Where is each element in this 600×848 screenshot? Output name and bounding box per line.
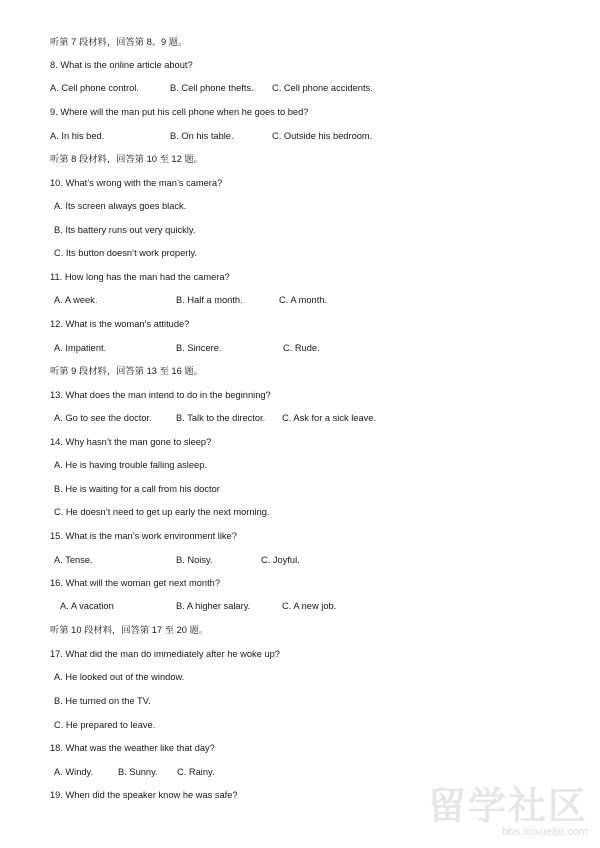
text-line: 14. Why hasn’t the man gone to sleep?	[50, 437, 212, 447]
answer-option: A. A vacation	[60, 601, 114, 611]
answer-option: A. Tense.	[54, 555, 93, 565]
text-line: C. He prepared to leave.	[54, 720, 156, 730]
text-line: 11. How long has the man had the camera?	[50, 272, 230, 282]
answer-option: B. Half a month.	[176, 295, 243, 305]
answer-option: C. Rude.	[283, 343, 320, 353]
text-line: C. Its button doesn’t work properly.	[54, 248, 197, 258]
text-line: B. Its battery runs out very quickly.	[54, 225, 196, 235]
answer-option: C. Ask for a sick leave.	[282, 413, 377, 423]
text-line: 15. What is the man’s work environment like?	[50, 531, 237, 541]
text-line: 18. What was the weather like that day?	[50, 743, 215, 753]
answer-option: C. A new job.	[282, 601, 337, 611]
answer-option: C. Rainy.	[177, 767, 215, 777]
answer-option: B. Sunny.	[118, 767, 158, 777]
answer-option: A. Cell phone control.	[50, 83, 139, 93]
text-line: A. Its screen always goes black.	[54, 201, 187, 211]
answer-option: C. A month.	[279, 295, 328, 305]
answer-option: C. Joyful.	[261, 555, 300, 565]
text-line: B. He turned on the TV.	[54, 696, 151, 706]
text-line: 听第 9 段材料，回答第 13 至 16 题。	[50, 366, 203, 376]
text-line: 8. What is the online article about?	[50, 60, 193, 70]
text-line: C. He doesn’t need to get up early the next morning.	[54, 507, 270, 517]
answer-option: B. Noisy.	[176, 555, 213, 565]
answer-option: B. Sincere.	[176, 343, 222, 353]
answer-option: B. A higher salary.	[176, 601, 251, 611]
text-line: 19. When did the speaker know he was safe?	[50, 790, 238, 800]
text-line: 听第 10 段材料，回答第 17 至 20 题。	[50, 625, 209, 635]
answer-option: C. Cell phone accidents.	[272, 83, 373, 93]
answer-option: A. Windy.	[54, 767, 94, 777]
text-line: 17. What did the man do immediately after he woke up?	[50, 649, 280, 659]
text-line: 听第 8 段材料，回答第 10 至 12 题。	[50, 154, 203, 164]
watermark	[428, 786, 588, 838]
answer-option: A. A week.	[54, 295, 98, 305]
text-line: B. He is waiting for a call from his doctor	[54, 484, 220, 494]
answer-option: B. Cell phone thefts.	[170, 83, 254, 93]
answer-option: B. Talk to the director.	[176, 413, 266, 423]
text-line: 10. What’s wrong with the man’s camera?	[50, 178, 223, 188]
text-line: 9. Where will the man put his cell phone when he goes to bed?	[50, 107, 309, 117]
answer-option: B. On his table.	[170, 131, 234, 141]
text-line: A. He is having trouble falling asleep.	[54, 460, 207, 470]
text-line: 听第 7 段材料，回答第 8、9 题。	[50, 37, 188, 47]
answer-option: C. Outside his bedroom.	[272, 131, 373, 141]
text-line: 16. What will the woman get next month?	[50, 578, 221, 588]
answer-option: A. Go to see the doctor.	[54, 413, 152, 423]
text-line: 12. What is the woman’s attitude?	[50, 319, 190, 329]
text-line: A. He looked out of the window.	[54, 672, 185, 682]
watermark-url: bbs.liuxue86.com	[502, 826, 588, 838]
answer-option: A. In his bed.	[50, 131, 105, 141]
answer-option: A. Impatient.	[54, 343, 107, 353]
text-line: 13. What does the man intend to do in the beginning?	[50, 390, 271, 400]
watermark-logo: 留学社区	[427, 784, 588, 828]
